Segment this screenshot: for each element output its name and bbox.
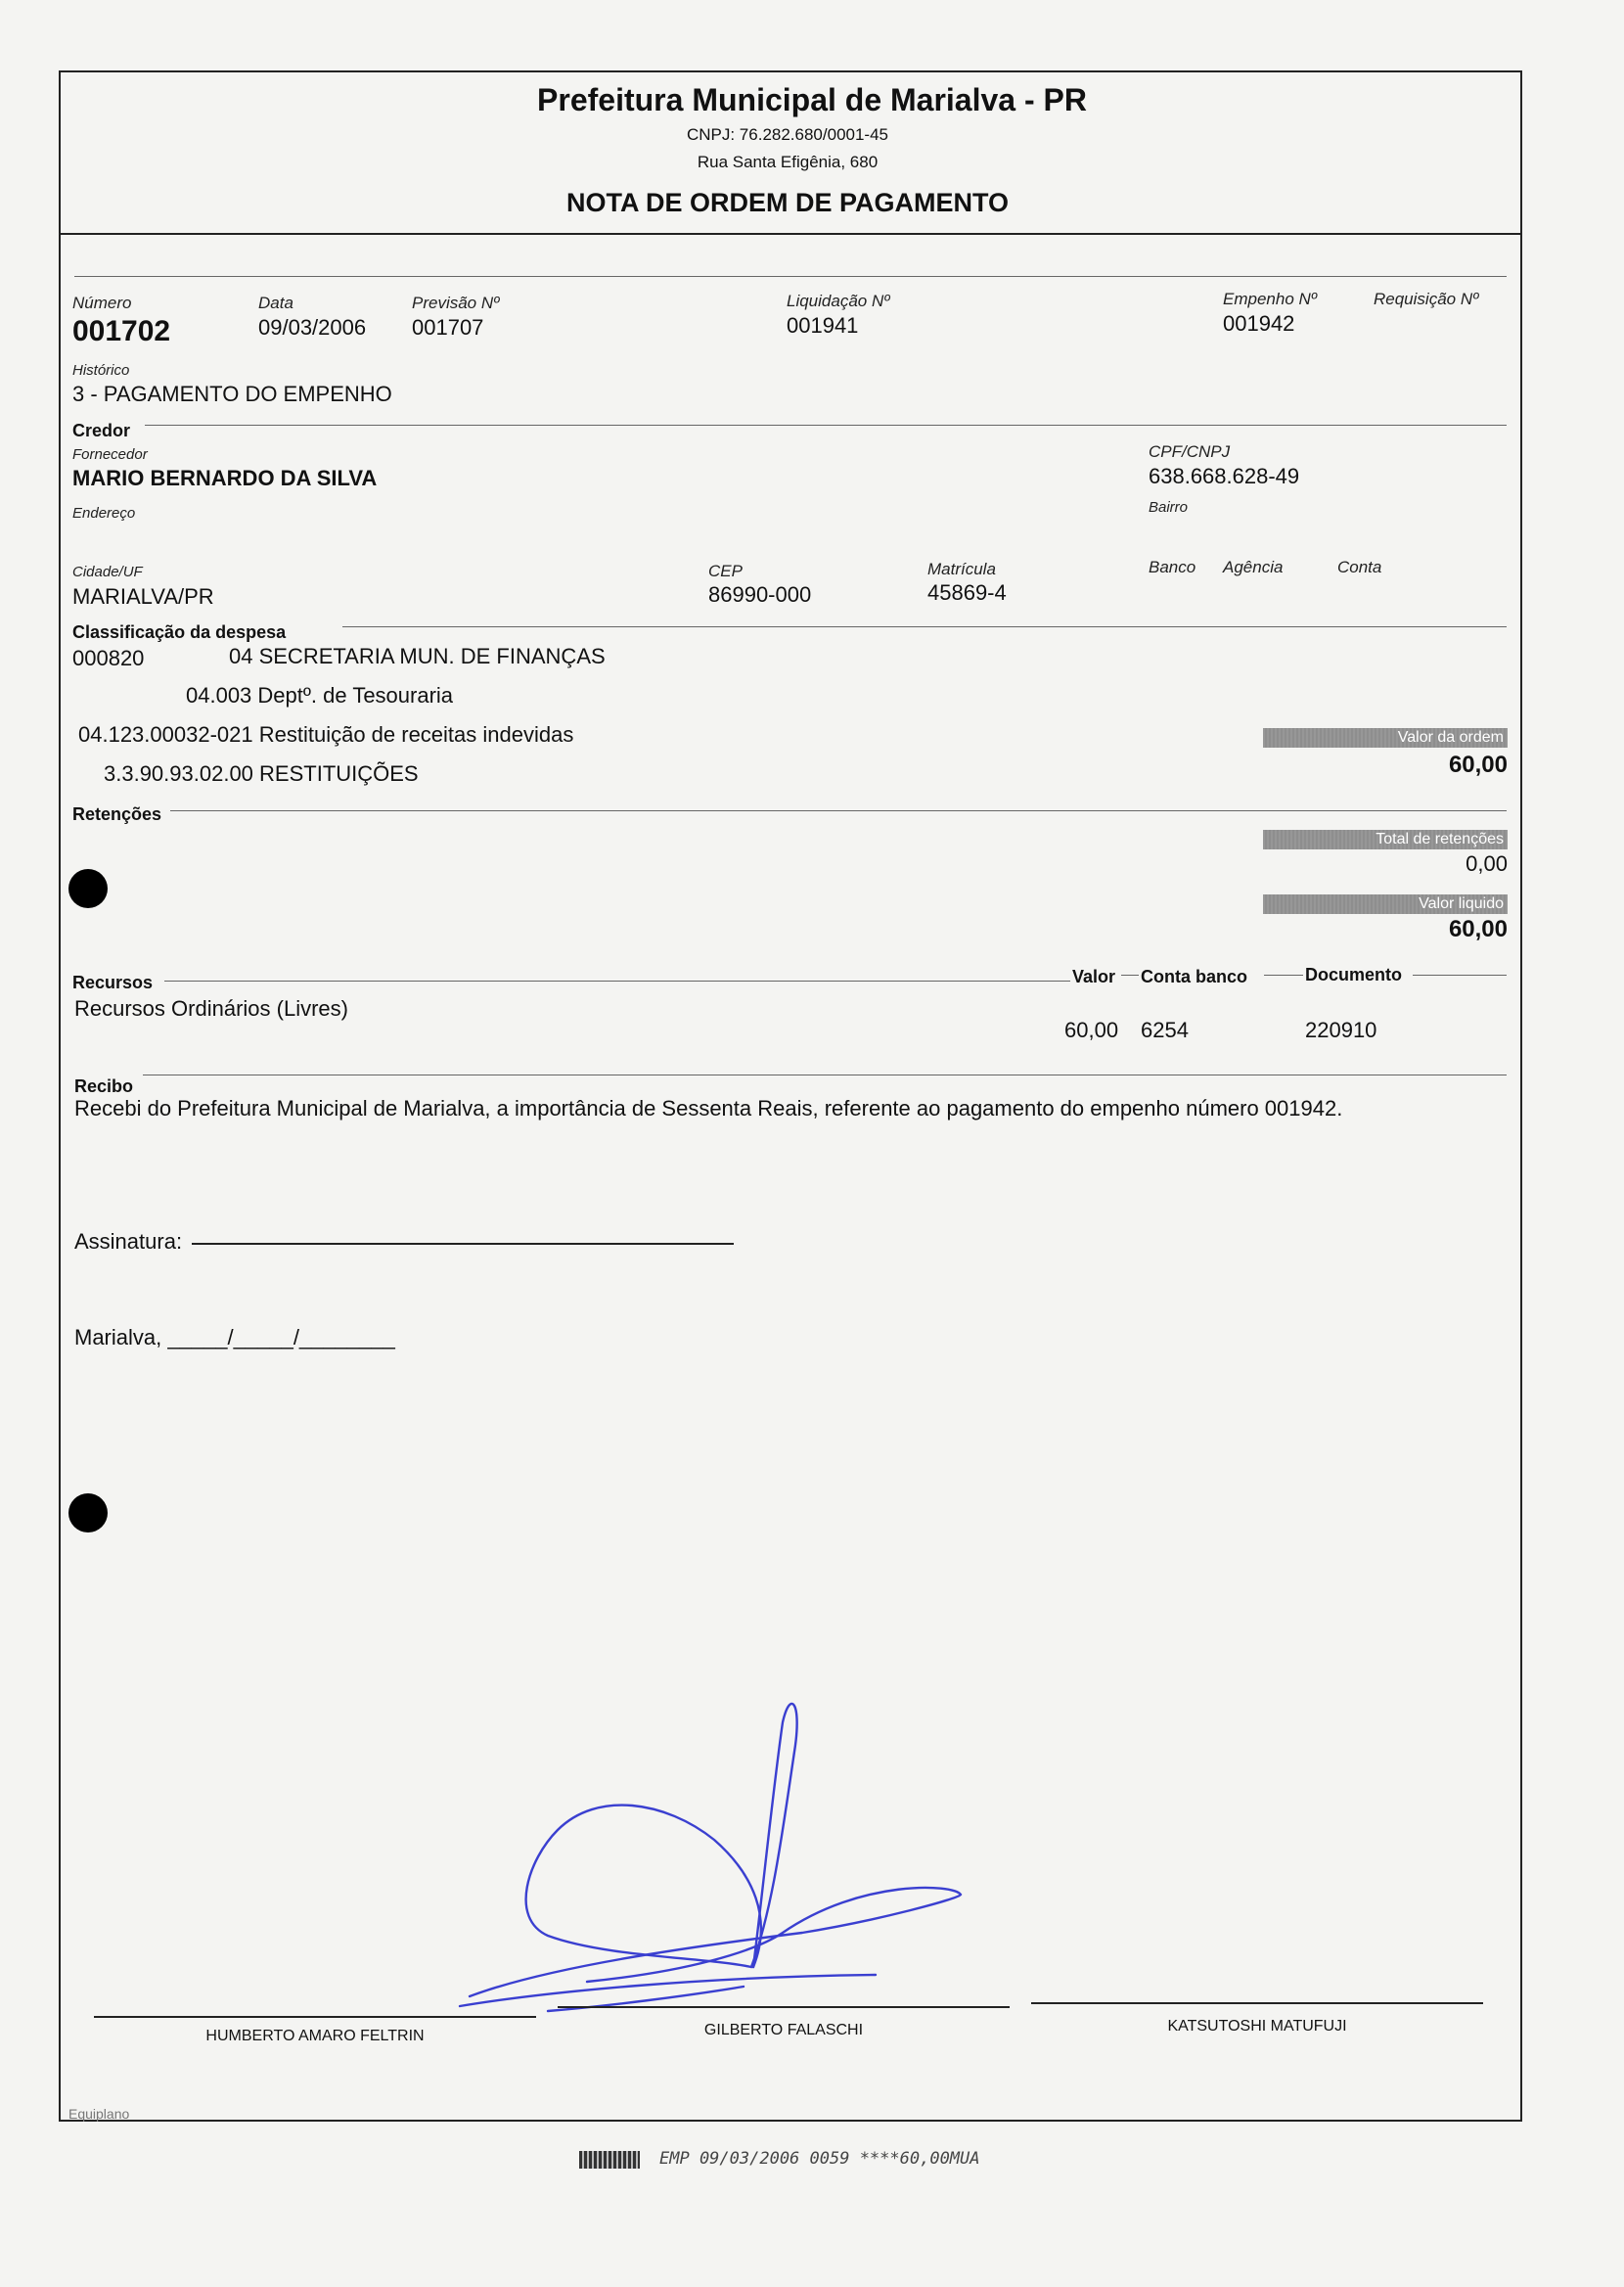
recibo-text: Recebi do Prefeitura Municipal de Marialva, a importância de Sessenta Reais, referente ao pagamento do empenho número 001942. — [74, 1096, 1343, 1121]
recibo-section-title: Recibo — [74, 1076, 134, 1096]
fornecedor-value: MARIO BERNARDO DA SILVA — [72, 466, 378, 490]
recursos-documento-label: Documento — [1305, 965, 1402, 984]
valor-ordem-label: Valor da ordem — [1263, 728, 1508, 748]
numero-label: Número — [72, 294, 132, 312]
recursos-valor-label: Valor — [1072, 967, 1116, 986]
page-title: Prefeitura Municipal de Marialva - PR — [537, 82, 1087, 117]
software-footer: Equiplano — [68, 2106, 130, 2122]
signatory-line-1 — [94, 2016, 536, 2018]
secretaria-text: 04 SECRETARIA MUN. DE FINANÇAS — [229, 644, 606, 668]
recursos-conta: 6254 — [1141, 1018, 1189, 1042]
conta-label: Conta — [1337, 558, 1382, 576]
agencia-label: Agência — [1223, 558, 1284, 576]
signatory-name-1: HUMBERTO AMARO FELTRIN — [205, 2028, 425, 2044]
data-label: Data — [258, 294, 293, 312]
endereco-label: Endereço — [72, 505, 136, 522]
fornecedor-label: Fornecedor — [72, 446, 148, 463]
cep-value: 86990-000 — [708, 582, 812, 607]
liquidacao-value: 001941 — [787, 313, 859, 338]
recursos-fonte: Recursos Ordinários (Livres) — [74, 996, 348, 1021]
local-date-line: Marialva, _____/_____/________ — [74, 1325, 395, 1349]
banco-label: Banco — [1149, 558, 1196, 576]
document-title: NOTA DE ORDEM DE PAGAMENTO — [565, 188, 1009, 217]
empenho-value: 001942 — [1223, 311, 1295, 336]
historico-value: 3 - PAGAMENTO DO EMPENHO — [72, 382, 392, 406]
classificacao-code: 000820 — [72, 646, 145, 670]
bairro-label: Bairro — [1149, 499, 1189, 516]
departamento-text: 04.003 Deptº. de Tesouraria — [186, 683, 454, 708]
classificacao-section-title: Classificação da despesa — [72, 622, 287, 642]
matricula-label: Matrícula — [927, 560, 996, 578]
cep-label: CEP — [708, 562, 743, 580]
signatory-line-2 — [558, 2006, 1010, 2008]
cidade-value: MARIALVA/PR — [72, 584, 214, 609]
empenho-label: Empenho Nº — [1223, 290, 1317, 308]
valor-liquido-value: 60,00 — [1448, 916, 1508, 942]
print-stamp: EMP 09/03/2006 0059 ****60,00MUA — [659, 2149, 980, 2169]
matricula-value: 45869-4 — [927, 580, 1007, 605]
numero-value: 001702 — [72, 315, 171, 347]
credor-section-title: Credor — [72, 421, 131, 440]
assinatura-label: Assinatura: — [74, 1229, 183, 1254]
funcional-text: 04.123.00032-021 Restituição de receitas indevidas — [78, 722, 574, 747]
signatory-name-3: KATSUTOSHI MATUFUJI — [1167, 2018, 1347, 2035]
cidade-label: Cidade/UF — [72, 564, 143, 580]
requisicao-label: Requisição Nº — [1374, 290, 1479, 308]
cnpj-text: CNPJ: 76.282.680/0001-45 — [686, 125, 889, 144]
address-text: Rua Santa Efigênia, 680 — [697, 153, 879, 171]
signatory-name-2: GILBERTO FALASCHI — [703, 2022, 864, 2038]
signatory-line-3 — [1031, 2002, 1483, 2004]
historico-label: Histórico — [72, 362, 130, 379]
natureza-text: 3.3.90.93.02.00 RESTITUIÇÕES — [104, 761, 419, 786]
recursos-section-title: Recursos — [72, 973, 154, 992]
valor-ordem-value: 60,00 — [1448, 752, 1508, 778]
stamp-barcode-icon — [579, 2151, 640, 2169]
valor-liquido-label: Valor liquido — [1263, 894, 1508, 914]
retencoes-section-title: Retenções — [72, 804, 162, 824]
data-value: 09/03/2006 — [258, 315, 367, 340]
recursos-conta-label: Conta banco — [1141, 967, 1248, 986]
total-retencoes-value: 0,00 — [1466, 851, 1508, 876]
liquidacao-label: Liquidação Nº — [787, 292, 890, 310]
recursos-valor: 60,00 — [1064, 1018, 1119, 1042]
previsao-value: 001707 — [412, 315, 484, 340]
cpf-value: 638.668.628-49 — [1149, 464, 1300, 488]
cpf-label: CPF/CNPJ — [1149, 442, 1231, 461]
previsao-label: Previsão Nº — [412, 294, 500, 312]
total-retencoes-label: Total de retenções — [1263, 830, 1508, 849]
recursos-documento: 220910 — [1305, 1018, 1377, 1042]
